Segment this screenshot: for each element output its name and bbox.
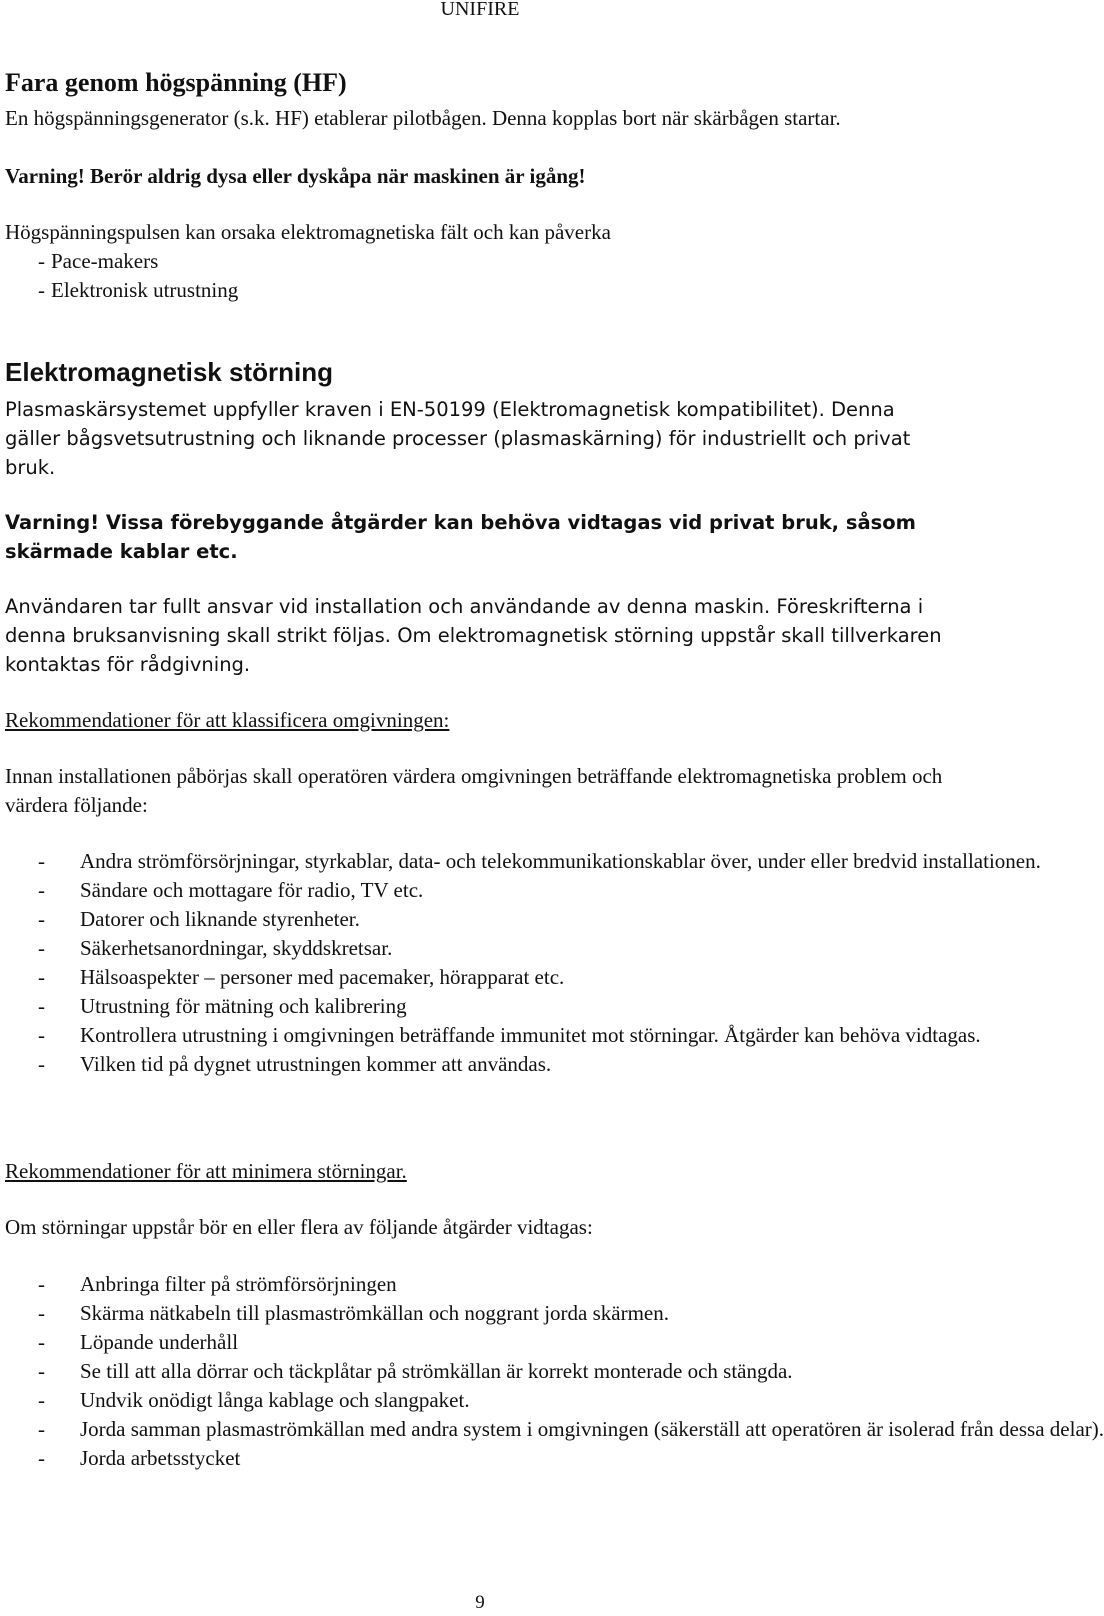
list-item: - Hälsoaspekter – personer med pacemaker, hörapparat etc. <box>5 963 955 992</box>
list-item: - Löpande underhåll <box>5 1328 955 1357</box>
list-item: - Vilken tid på dygnet utrustningen kommer att användas. <box>5 1050 955 1079</box>
list-item: - Anbringa filter på strömförsörjningen <box>5 1270 955 1299</box>
section-title-emc: Elektromagnetisk störning <box>5 357 333 387</box>
hf-warning: Varning! Berör aldrig dysa eller dyskåpa när maskinen är igång! <box>5 164 586 188</box>
list-item: - Se till att alla dörrar och täckplåtar på strömkällan är korrekt monterade och stängda. <box>5 1357 955 1386</box>
list-item: - Pace-makers <box>5 247 955 276</box>
list-item: - Jorda samman plasmaströmkällan med andra system i omgivningen (säkerställ att operatören är isolerad från dessa delar). <box>5 1415 955 1444</box>
hf-list <box>5 247 955 305</box>
list-item: - Jorda arbetsstycket <box>5 1444 955 1473</box>
minimize-list <box>5 1270 1104 1473</box>
section-title-classify: Rekommendationer för att klassificera omgivningen: <box>5 708 450 732</box>
list-item: - Utrustning för mätning och kalibrering <box>5 992 955 1021</box>
list-item: - Sändare och mottagare för radio, TV etc. <box>5 876 955 905</box>
classify-list <box>5 847 1041 1079</box>
section-title-minimize: Rekommendationer för att minimera störningar. <box>5 1159 407 1183</box>
list-item: - Säkerhetsanordningar, skyddskretsar. <box>5 934 955 963</box>
minimize-intro: Om störningar uppstår bör en eller flera av följande åtgärder vidtagas: <box>5 1215 593 1239</box>
page-header: UNIFIRE <box>440 0 520 20</box>
list-item: - Skärma nätkabeln till plasmaströmkällan och noggrant jorda skärmen. <box>5 1299 955 1328</box>
hf-paragraph: En högspänningsgenerator (s.k. HF) etablerar pilotbågen. Denna kopplas bort när skärbågen startar. <box>5 106 841 130</box>
emc-warning: Varning! Vissa förebyggande åtgärder kan behöva vidtagas vid privat bruk, såsom skärmade kablar etc. <box>5 511 916 563</box>
page-number: 9 <box>475 1592 485 1613</box>
emc-responsibility: Användaren tar fullt ansvar vid installation och användande av denna maskin. Föreskrifterna i denna bruksanvisning skall strikt följas. Om elektromagnetisk störning uppstår skall tillverkaren kontaktas för rådgivning. <box>5 595 942 676</box>
section-title-hf: Fara genom högspänning (HF) <box>5 68 347 97</box>
list-item: - Datorer och liknande styrenheter. <box>5 905 955 934</box>
list-item: - Undvik onödigt långa kablage och slangpaket. <box>5 1386 955 1415</box>
list-item: - Andra strömförsörjningar, styrkablar, data- och telekommunikationskablar över, under eller bredvid installationen. <box>5 847 955 876</box>
hf-intro: Högspänningspulsen kan orsaka elektromagnetiska fält och kan påverka <box>5 220 611 244</box>
classify-intro: Innan installationen påbörjas skall operatören värdera omgivningen beträffande elektromagnetiska problem och värdera följande: <box>5 764 943 817</box>
list-item: - Kontrollera utrustning i omgivningen beträffande immunitet mot störningar. Åtgärder kan behöva vidtagas. <box>5 1021 955 1050</box>
list-item: - Elektronisk utrustning <box>5 276 955 305</box>
emc-paragraph: Plasmaskärsystemet uppfyller kraven i EN-50199 (Elektromagnetisk kompatibilitet). Denna gäller bågsvetsutrustning och liknande processer (plasmaskärning) för industriellt och privat bruk. <box>5 398 911 479</box>
